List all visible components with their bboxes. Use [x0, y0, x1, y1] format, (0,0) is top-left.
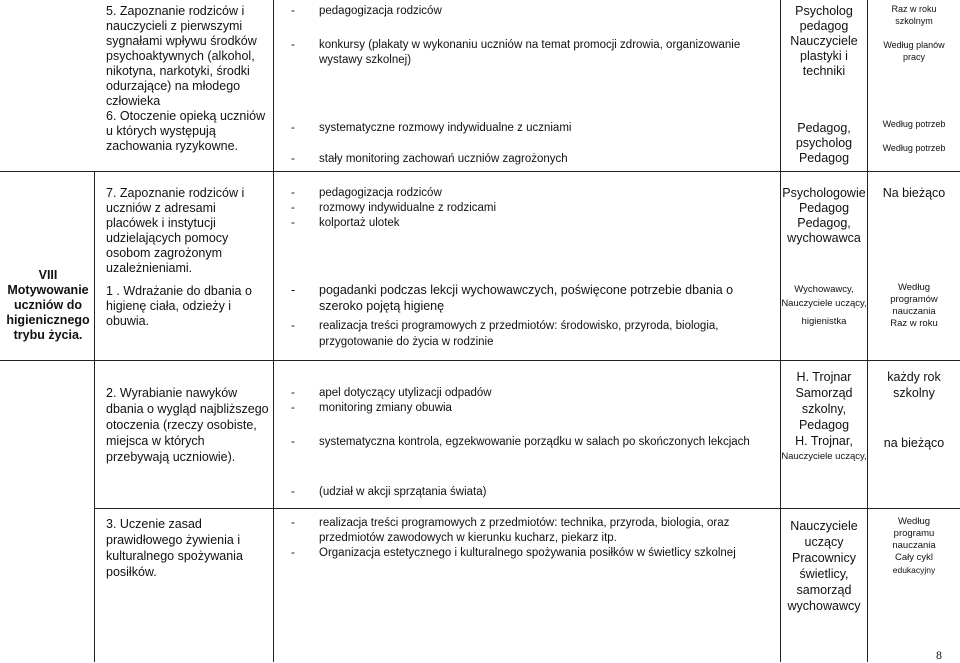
- activities-cell: [291, 282, 775, 314]
- activity-text: pedagogizacja rodziców: [319, 187, 442, 199]
- date-cell: [874, 3, 954, 27]
- activities-cell: [291, 38, 775, 68]
- activity-text: pogadanki podczas lekcji wychowawczych, poświęcone potrzebie dbania o szeroko pojętą higienę: [319, 283, 734, 313]
- responsible-text: Nauczyciele uczący,: [781, 298, 867, 309]
- activities-cell: [291, 4, 775, 19]
- list-item: - stały monitoring zachowań uczniów zagrożonych: [291, 153, 568, 165]
- date-text: każdy rok: [887, 370, 941, 384]
- topic-text: 7. Zapoznanie rodziców i uczniów z adresami placówek i instytucji udzielających pomocy osobom zagrożonym uzależnieniami.: [106, 186, 245, 275]
- responsible-cell: [780, 369, 868, 449]
- responsible-text: Pedagog,: [797, 216, 851, 230]
- activity-text: rozmowy indywidualne z rodzicami: [319, 202, 497, 214]
- responsible-text: Pedagog: [798, 151, 850, 165]
- responsible-text: uczący: [804, 535, 844, 549]
- date-text: Według planów pracy: [883, 40, 945, 62]
- date-text: szkolny: [893, 386, 935, 400]
- date-text: nauczania: [892, 306, 936, 317]
- date-cell: [872, 118, 956, 130]
- date-text: Raz w roku szkolnym: [891, 4, 937, 26]
- responsible-text: higienistka: [801, 316, 847, 327]
- activity-text: realizacja treści programowych z przedmiotów: technika, przyroda, biologia, oraz przedmiotów zawodowych w kierunku kucharz, piekarz itp.: [319, 517, 730, 544]
- list-item: - realizacja treści programowych z przedmiotów: technika, przyroda, biologia, oraz przedmiotów zawodowych w kierunku kucharz, piekarz itp.: [291, 517, 730, 544]
- date-text: programu: [893, 528, 935, 539]
- responsible-text: H. Trojnar: [796, 370, 852, 384]
- activity-text: Organizacja estetycznego i kulturalnego spożywania posiłków w świetlicy szkolnej: [319, 547, 736, 559]
- list-item: - pedagogizacja rodziców: [291, 187, 442, 199]
- activity-text: stały monitoring zachowań uczniów zagrożonych: [319, 153, 568, 165]
- activity-text: pedagogizacja rodziców: [319, 5, 442, 17]
- responsible-text: Nauczyciele: [790, 519, 858, 533]
- page-number: 8: [936, 648, 942, 662]
- list-item: - pedagogizacja rodziców: [291, 5, 442, 17]
- responsible-text: samorząd: [796, 583, 852, 597]
- topic-cell: [106, 186, 270, 276]
- activity-text: monitoring zmiany obuwia: [319, 402, 452, 414]
- topic-cell: [106, 516, 270, 580]
- list-item: - systematyczna kontrola, egzekwowanie porządku w salach po skończonych lekcjach: [291, 436, 750, 448]
- date-cell: [868, 436, 960, 451]
- list-item: - systematyczne rozmowy indywidualne z uczniami: [291, 122, 572, 134]
- section-title: VIII Motywowanie uczniów do higienicznego trybu życia.: [6, 268, 90, 342]
- responsible-text: Nauczyciele uczący,: [781, 451, 867, 462]
- date-text: Według: [897, 282, 931, 293]
- list-item: - realizacja treści programowych z przedmiotów: środowisko, przyroda, biologia, przygotowanie do życia w rodzinie: [291, 320, 719, 348]
- activity-text: konkursy (plakaty w wykonaniu uczniów na temat promocji zdrowia, organizowanie wystawy szkolnej): [319, 39, 741, 66]
- responsible-cell: [780, 518, 868, 614]
- list-item: - pogadanki podczas lekcji wychowawczych, poświęcone potrzebie dbania o szeroko pojętą higienę: [291, 283, 734, 313]
- responsible-cell: [780, 121, 868, 166]
- activity-text: (udział w akcji sprzątania świata): [319, 486, 487, 498]
- topic-text: 1 . Wdrażanie do dbania o higienę ciała, odzieży i obuwia.: [106, 284, 252, 328]
- responsible-text: szkolny,: [801, 402, 847, 416]
- list-item: - Organizacja estetycznego i kulturalnego spożywania posiłków w świetlicy szkolnej: [291, 547, 736, 559]
- table-rule: [94, 171, 95, 662]
- activities-cell: [291, 318, 775, 350]
- responsible-text: Pedagog: [798, 201, 850, 215]
- activities-cell: [291, 386, 775, 416]
- activities-cell: [291, 186, 775, 231]
- responsible-text: wychowawcy: [787, 599, 861, 613]
- responsible-text: świetlicy,: [799, 567, 849, 581]
- responsible-cell: [780, 451, 868, 463]
- responsible-text: Nauczyciele: [790, 34, 858, 48]
- responsible-text: Samorząd: [795, 386, 853, 400]
- table-rule: [0, 171, 960, 172]
- date-text: na bieżąco: [883, 436, 945, 450]
- date-cell: [868, 516, 960, 576]
- responsible-cell: [780, 186, 868, 246]
- responsible-text: wychowawca: [787, 231, 861, 245]
- list-item: - rozmowy indywidualne z rodzicami: [291, 202, 497, 214]
- activities-cell: [291, 152, 775, 167]
- activity-text: systematyczna kontrola, egzekwowanie porządku w salach po skończonych lekcjach: [319, 436, 750, 448]
- responsible-text: Pedagog: [798, 418, 850, 432]
- topic-text: 3. Uczenie zasad prawidłowego żywienia i kulturalnego spożywania posiłków.: [106, 517, 243, 579]
- responsible-text: H. Trojnar,: [795, 434, 853, 448]
- table-rule: [0, 360, 960, 361]
- responsible-text: Pedagog,: [797, 121, 851, 135]
- date-text: Według potrzeb: [882, 143, 946, 153]
- date-text: programów: [890, 294, 938, 305]
- activities-cell: [291, 121, 775, 136]
- table-rule: [273, 0, 274, 662]
- topic-cell: [106, 4, 270, 154]
- responsible-cell: [780, 4, 868, 79]
- date-text: Na bieżąco: [882, 186, 946, 200]
- topic-cell: [106, 385, 270, 465]
- date-cell: [868, 186, 960, 201]
- activity-text: systematyczne rozmowy indywidualne z uczniami: [319, 122, 572, 134]
- activity-text: apel dotyczący utylizacji odpadów: [319, 387, 492, 399]
- list-item: - kolportaż ulotek: [291, 217, 400, 229]
- activities-cell: [291, 485, 775, 500]
- responsible-text: Psychologowie: [782, 186, 866, 200]
- date-text: Według potrzeb: [882, 119, 946, 129]
- list-item: - (udział w akcji sprzątania świata): [291, 486, 487, 498]
- date-cell: [868, 369, 960, 401]
- topic-text: 6. Otoczenie opieką uczniów u których występują zachowania ryzykowne.: [106, 109, 266, 153]
- responsible-cell: [780, 283, 868, 329]
- topic-text: 5. Zapoznanie rodziców i nauczycieli z pierwszymi sygnałami wpływu środków psychoaktywnych (alkohol, nikotyna, narkotyki, środki odurzające) na młodego człowieka: [106, 4, 257, 108]
- list-item: - monitoring zmiany obuwia: [291, 402, 452, 414]
- activities-cell: [291, 435, 775, 450]
- topic-cell: [106, 284, 270, 329]
- topic-text: 2. Wyrabianie nawyków dbania o wygląd najbliższego otoczenia (rzeczy osobiste, miejsca w których przebywają uczniowie).: [106, 386, 269, 464]
- date-text: Raz w roku: [890, 318, 938, 329]
- list-item: - apel dotyczący utylizacji odpadów: [291, 387, 492, 399]
- responsible-text: techniki: [802, 64, 846, 78]
- responsible-text: psycholog: [795, 136, 853, 150]
- table-rule: [94, 508, 960, 509]
- activity-text: realizacja treści programowych z przedmiotów: środowisko, przyroda, biologia, przygotowanie do życia w rodzinie: [319, 320, 719, 348]
- responsible-text: pedagog: [799, 19, 849, 33]
- responsible-text: Wychowawcy,: [794, 284, 854, 295]
- responsible-text: Psycholog: [795, 4, 853, 18]
- date-cell: [872, 142, 956, 154]
- date-text: nauczania: [892, 540, 936, 551]
- activity-text: kolportaż ulotek: [319, 217, 400, 229]
- responsible-text: Pracownicy: [792, 551, 856, 565]
- list-item: - konkursy (plakaty w wykonaniu uczniów na temat promocji zdrowia, organizowanie wystawy szkolnej): [291, 39, 741, 66]
- responsible-text: plastyki i: [800, 49, 848, 63]
- date-cell: [868, 282, 960, 330]
- date-text: edukacyjny: [892, 565, 936, 575]
- activities-cell: [291, 516, 775, 561]
- date-text: Cały cykl: [894, 552, 933, 563]
- date-text: Według: [897, 516, 931, 527]
- date-cell: [872, 39, 956, 63]
